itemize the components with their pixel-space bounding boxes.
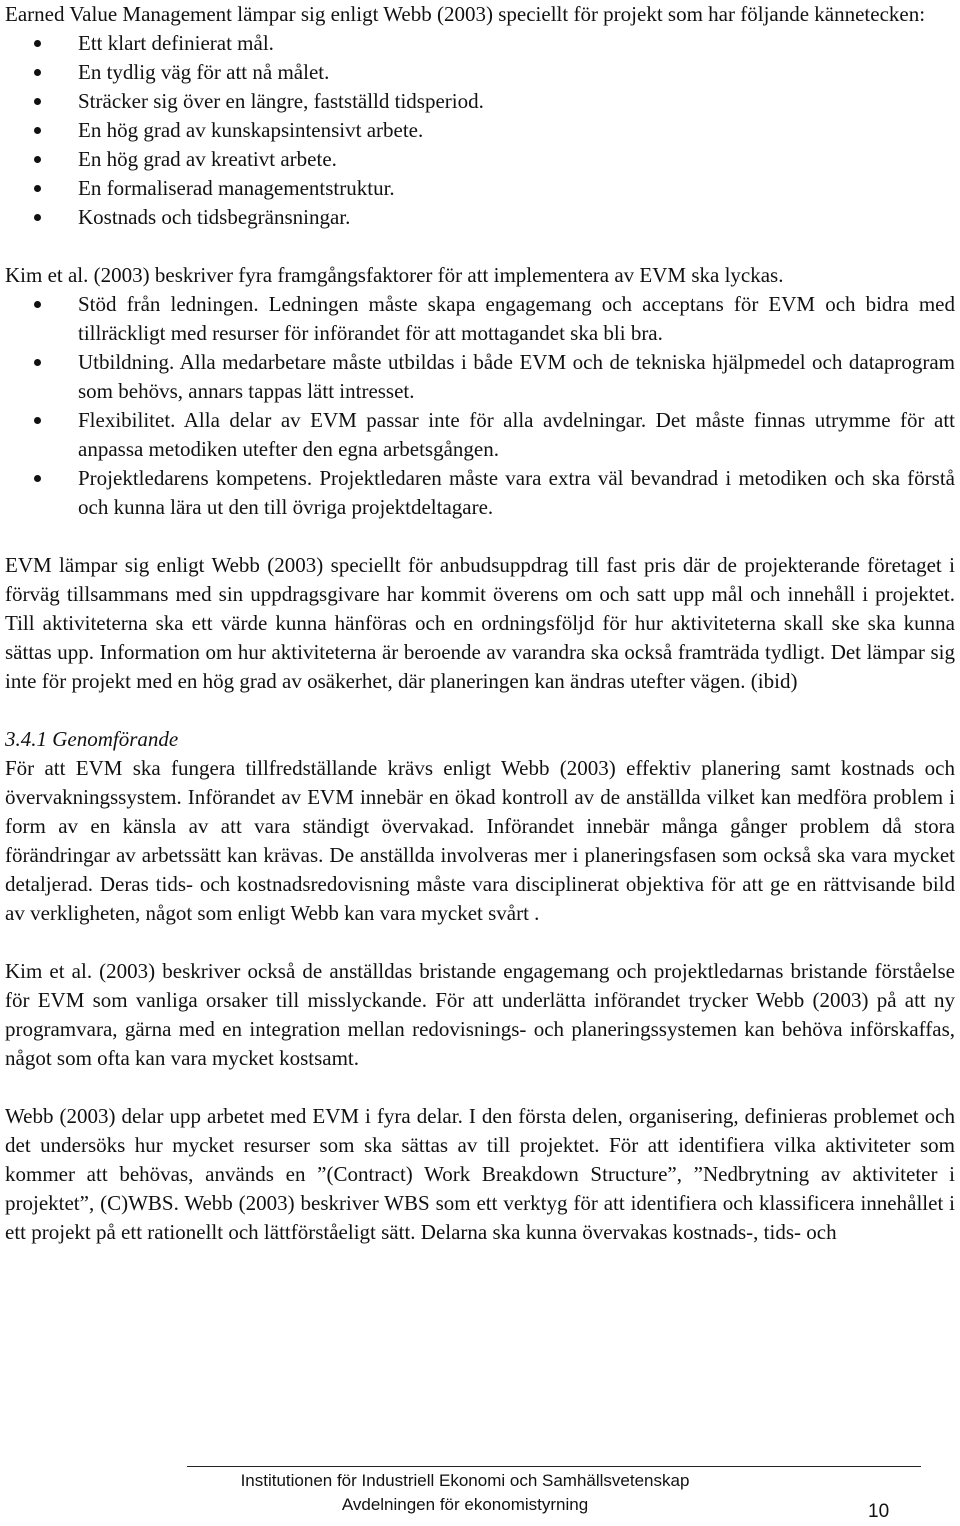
section-heading: 3.4.1 Genomförande: [5, 727, 179, 751]
list-item: Utbildning. Alla medarbetare måste utbildas i både EVM och de tekniska hjälpmedel och dataprogram som behövs, annars tappas lätt intresset.: [5, 348, 955, 406]
list-item: Kostnads och tidsbegränsningar.: [5, 203, 955, 232]
bullet-icon: [34, 156, 41, 163]
bullet-icon: [34, 98, 41, 105]
success-factors-intro: Kim et al. (2003) beskriver fyra framgångsfaktorer för att implementera av EVM ska lyckas.: [5, 263, 784, 287]
footer-divider: [187, 1466, 921, 1467]
bullet-icon: [34, 301, 41, 308]
intro-paragraph: Earned Value Management lämpar sig enligt Webb (2003) speciellt för projekt som har följande kännetecken:: [5, 2, 926, 26]
wbs-paragraph: Webb (2003) delar upp arbetet med EVM i fyra delar. I den första delen, organisering, definieras problemet och det undersöks hur mycket resurser som ska sättas av till projektet. För att identifiera vilka aktiviteter som kommer att behövas, används en ”(Contract) Work Breakdown Structure”, ”Nedbrytning av aktiviteter i projektet”, (C)WBS. Webb (2003) beskriver WBS som ett verktyg för att identifiera och klassificera innehållet i ett projekt på ett rationellt och lättförståeligt sätt. Delarna ska kunna övervakas kostnads-, tids- och: [5, 1104, 955, 1244]
list-item: Projektledarens kompetens. Projektledaren måste vara extra väl bevandrad i metodiken och ska förstå och kunna lära ut den till övriga projektdeltagare.: [5, 464, 955, 522]
list-item: En formaliserad managementstruktur.: [5, 174, 955, 203]
bullet-icon: [34, 127, 41, 134]
bullet-icon: [34, 475, 41, 482]
success-factors-list: [5, 290, 955, 522]
characteristics-list: [5, 29, 955, 232]
footer-institution: Institutionen för Industriell Ekonomi och Samhällsvetenskap: [240, 1471, 690, 1490]
bullet-icon: [34, 185, 41, 192]
footer-department: Avdelningen för ekonomistyrning: [341, 1495, 589, 1514]
bullet-icon: [34, 40, 41, 47]
bullet-icon: [34, 69, 41, 76]
bullet-icon: [34, 417, 41, 424]
list-item: En hög grad av kreativt arbete.: [5, 145, 955, 174]
bullet-icon: [34, 359, 41, 366]
list-item: Flexibilitet. Alla delar av EVM passar inte för alla avdelningar. Det måste finnas utrymme för att anpassa metodiken utefter den egna arbetsgången.: [5, 406, 955, 464]
evm-suitability-paragraph: EVM lämpar sig enligt Webb (2003) speciellt för anbudsuppdrag till fast pris där de projekterande företaget i förväg tillsammans med sin uppdragsgivare har kommit överens om och satt upp mål och innehåll i projektet. Till aktiviteterna ska ett värde kunna hänföras och en ordningsföljd för hur aktiviteterna skall ske ska kunna sättas upp. Information om hur aktiviteterna är beroende av varandra ska också framträda tydligt. Det lämpar sig inte för projekt med en hög grad av osäkerhet, där planeringen kan ändras utefter vägen. (ibid): [5, 553, 955, 693]
list-item: Sträcker sig över en längre, fastställd tidsperiod.: [5, 87, 955, 116]
failure-causes-paragraph: Kim et al. (2003) beskriver också de anställdas bristande engagemang och projektledarnas bristande förståelse för EVM som vanliga orsaker till misslyckande. För att underlätta införandet trycker Webb (2003) på att ny programvara, gärna med en integration mellan redovisnings- och planeringssystemen kan behöva införskaffas, något som ofta kan vara mycket kostsamt.: [5, 959, 955, 1070]
page-number: 10: [868, 1501, 890, 1522]
list-item: En hög grad av kunskapsintensivt arbete.: [5, 116, 955, 145]
list-item: Ett klart definierat mål.: [5, 29, 955, 58]
implementation-paragraph: För att EVM ska fungera tillfredställande krävs enligt Webb (2003) effektiv planering samt kostnads och övervakningssystem. Införandet av EVM innebär en ökad kontroll av de anställda vilket kan medföra problem i form av en känsla av att vara ständigt övervakad. Införandet innebär många gånger problem då stora förändringar av arbetssätt kan krävas. De anställda involveras mer i planeringsfasen som också ska vara mycket detaljerad. Deras tids- och kostnadsredovisning måste vara disciplinerat objektiva för att ge en rättvisande bild av verkligheten, något som enligt Webb kan vara mycket svårt .: [5, 756, 955, 925]
bullet-icon: [34, 214, 41, 221]
list-item: Stöd från ledningen. Ledningen måste skapa engagemang och acceptans för EVM och bidra med tillräckligt med resurser för införandet för att mottagandet ska bli bra.: [5, 290, 955, 348]
list-item: En tydlig väg för att nå målet.: [5, 58, 955, 87]
page-body: [5, 0, 955, 1247]
